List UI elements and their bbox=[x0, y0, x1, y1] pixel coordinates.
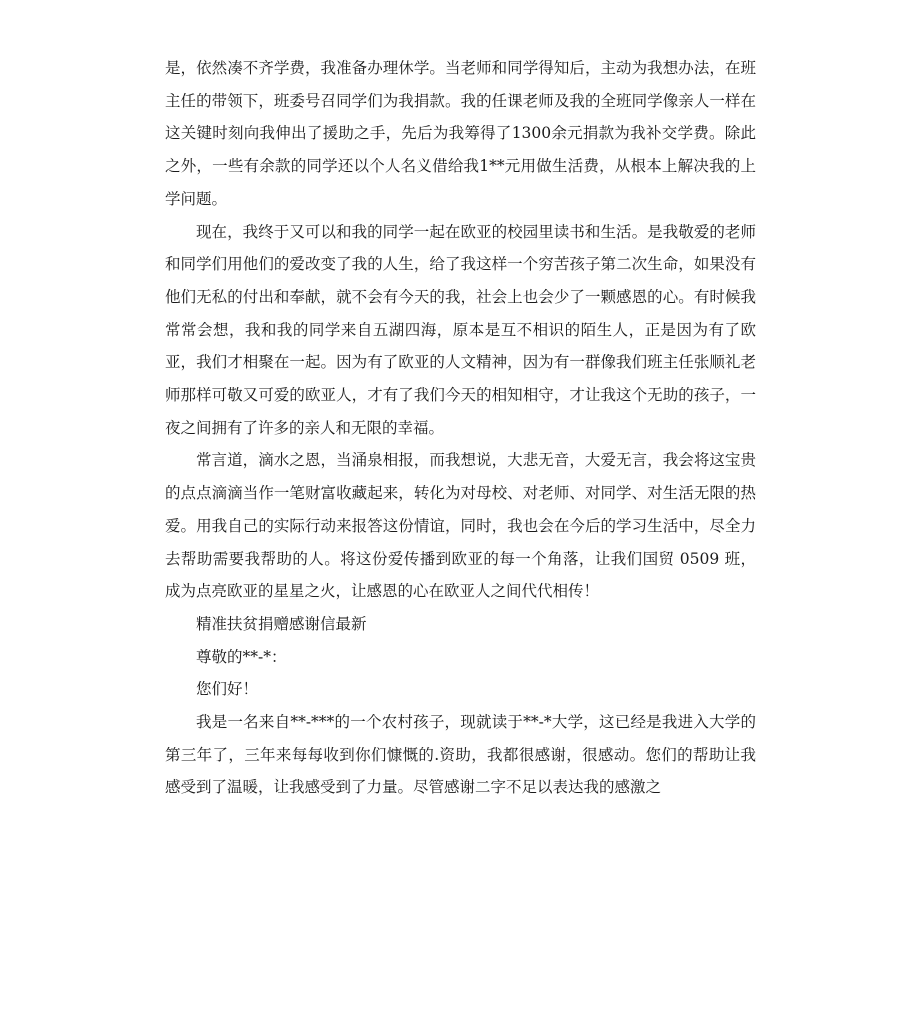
paragraph-tuition-donation: 是，依然凑不齐学费，我准备办理休学。当老师和同学得知后，主动为我想办法，在班主任的带领下，班委号召同学们为我捐款。我的任课老师及我的全班同学像亲人一样在这关键时刻向我伸出了援助之手，先后为我筹得了1300余元捐款为我补交学费。除此之外，一些有余款的同学还以个人名义借给我1**元用做生活费，从根本上解决我的上学问题。 bbox=[165, 59, 756, 208]
document-body bbox=[165, 52, 756, 804]
letter-greeting: 您们好！ bbox=[196, 680, 259, 699]
letter-salutation: 尊敬的**-*： bbox=[196, 647, 287, 666]
letter-title: 精准扶贫捐赠感谢信最新 bbox=[196, 614, 367, 633]
paragraph-changed-life: 现在，我终于又可以和我的同学一起在欧亚的校园里读书和生活。是我敬爱的老师和同学们用他们的爱改变了我的人生，给了我这样一个穷苦孩子第二次生命，如果没有他们无私的付出和奉献，就不会有今天的我，社会上也会少了一颗感恩的心。有时候我常常会想，我和我的同学来自五湖四海，原本是互不相识的陌生人，正是因为有了欧亚，我们才相聚在一起。因为有了欧亚的人文精神，因为有一群像我们班主任张顺礼老师那样可敬又可爱的欧亚人，才有了我们今天的相知相守，才让我这个无助的孩子，一夜之间拥有了许多的亲人和无限的幸福。 bbox=[165, 222, 756, 437]
paragraph-gratitude-pledge: 常言道，滴水之恩，当涌泉相报，而我想说，大悲无音，大爱无言，我会将这宝贵的点点滴滴当作一笔财富收藏起来，转化为对母校、对老师、对同学、对生活无限的热爱。用我自己的实际行动来报答这份情谊，同时，我也会在今后的学习生活中，尽全力去帮助需要我帮助的人。将这份爱传播到欧亚的每一个角落，让我们国贸 0509 班，成为点亮欧亚的星星之火，让感恩的心在欧亚人之间代代相传！ bbox=[165, 451, 756, 601]
paragraph-self-introduction: 我是一名来自**-***的一个农村孩子，现就读于**-*大学，这已经是我进入大学的第三年了，三年来每每收到你们慷慨的.资助，我都很感谢，很感动。您们的帮助让我感受到了温暖，让我感受到了力量。尽管感谢二字不足以表达我的感激之 bbox=[165, 713, 756, 797]
